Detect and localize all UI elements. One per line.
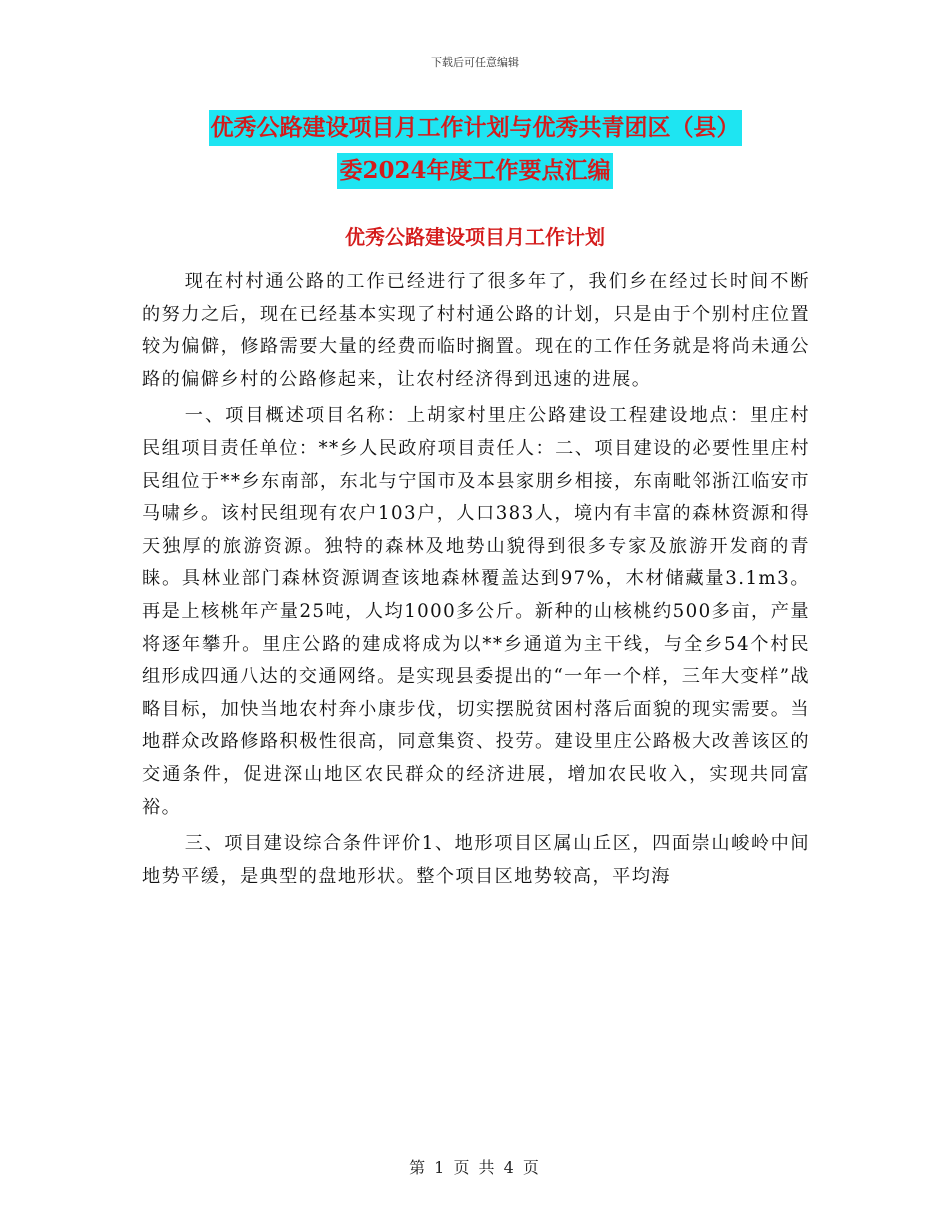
paragraph-evaluation: 三、项目建设综合条件评价1、地形项目区属山丘区，四面崇山峻岭中间地势平缓，是典型的盘地形状。整个项目区地势较高，平均海 xyxy=(142,833,810,887)
section-title: 优秀公路建设项目月工作计划 xyxy=(345,225,605,249)
paragraph-intro: 现在村村通公路的工作已经进行了很多年了，我们乡在经过长时间不断的努力之后，现在已经基本实现了村村通公路的计划，只是由于个别村庄位置较为偏僻，修路需要大量的经费而临时搁置。现在的工作任务就是将尚未通公路的偏僻乡村的公路修起来，让农村经济得到迅速的进展。 xyxy=(142,271,810,390)
page-footer: 第 1 页 共 4 页 xyxy=(409,1158,541,1177)
document-title-line-1: 优秀公路建设项目月工作计划与优秀共青团区（县） xyxy=(209,110,742,146)
paragraph-project-overview: 一、项目概述项目名称：上胡家村里庄公路建设工程建设地点：里庄村民组项目责任单位：**乡人民政府项目责任人：二、项目建设的必要性里庄村民组位于**乡东南部，东北与宁国市及本县家朋乡相接，东南毗邻浙江临安市马啸乡。该村民组现有农户103户，人口383人，境内有丰富的森林资源和得天独厚的旅游资源。独特的森林及地势山貌得到很多专家及旅游开发商的青睐。具林业部门森林资源调查该地森林覆盖达到97%，木材储藏量3.1m3。再是上核桃年产量25吨，人均1000多公斤。新种的山核桃约500多亩，产量将逐年攀升。里庄公路的建成将成为以**乡通道为主干线，与全乡54个村民组形成四通八达的交通网络。是实现县委提出的“一年一个样，三年大变样”战略目标，加快当地农村奔小康步伐，切实摆脱贫困村落后面貌的现实需要。当地群众改路修路积极性很高，同意集资、投劳。建设里庄公路极大改善该区的交通条件，促进深山地区农民群众的经济进展，增加农民收入，实现共同富裕。 xyxy=(142,405,810,818)
body-text xyxy=(142,266,810,897)
header-note: 下载后可任意编辑 xyxy=(431,56,519,69)
document-title xyxy=(0,110,950,189)
document-title-line-2: 委2024年度工作要点汇编 xyxy=(337,153,612,189)
